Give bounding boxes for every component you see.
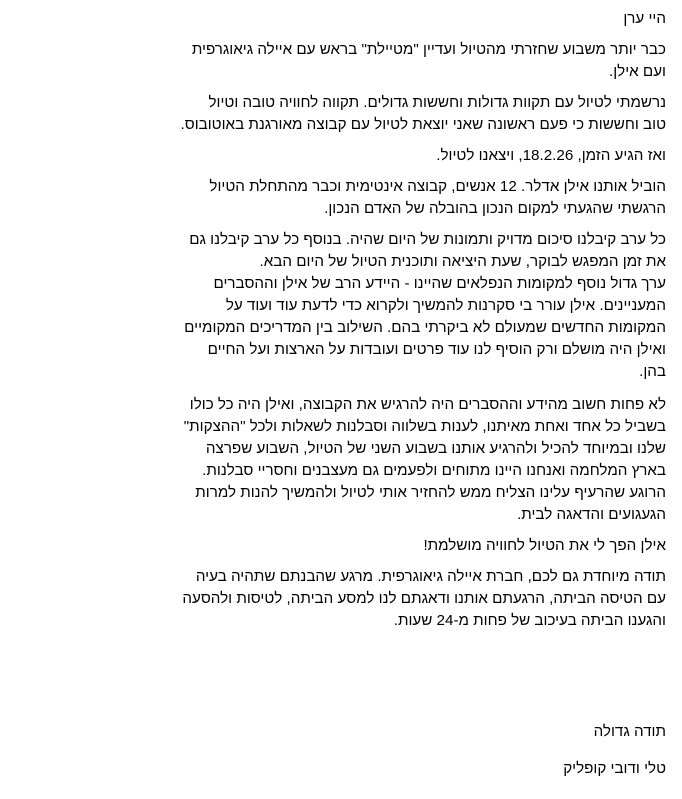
paragraph-line: תודה מיוחדת גם לכם, חברת איילה גיאוגרפית. מרגע שהבנתם שתהיה בעיה <box>195 568 666 585</box>
letter-greeting: היי ערן <box>623 10 666 27</box>
letter-paragraph <box>10 535 666 557</box>
letter-closing: תודה גדולה <box>593 723 666 740</box>
letter-paragraph <box>10 229 666 383</box>
paragraph-line: והגענו הביתה בעיכוב של פחות מ-24 שעות. <box>393 612 666 629</box>
letter-paragraph <box>10 145 666 167</box>
letter-paragraph <box>10 176 666 220</box>
paragraph-line: המקומות החדשים שמעולם לא ביקרתי בהם. השילוב בין המדריכים המקומיים <box>184 319 666 336</box>
paragraph-line: ואז הגיע הזמן, 18.2.26, ויצאנו לטיול. <box>436 147 666 164</box>
paragraph-line: הגעגועים והדאגה לבית. <box>517 506 666 523</box>
paragraph-line: טוב וחששות כי פעם ראשונה שאני יוצאת לטיול עם קבוצה מאורגנת באוטובוס. <box>180 116 666 133</box>
paragraph-line: בשביל כל אחד ואחת מאיתנו, לענות בשלווה וסבלנות לשאלות ולכל "ההצקות" <box>183 418 666 435</box>
letter-paragraph <box>10 566 666 632</box>
letter-signature: טלי ודובי קופליק <box>563 760 666 777</box>
paragraph-line: כבר יותר משבוע שחזרתי מהטיול ועדיין "מטיילת" בראש עם איילה גיאוגרפית <box>191 41 666 58</box>
paragraph-line: הרוגע שהרעיף עלינו הצליח ממש להחזיר אותי לטיול ולהמשיך להנות למרות <box>195 484 666 501</box>
paragraph-line: ואילן היה מושלם ורק הוסיף לנו עוד פרטים ועובדות על הארצות ועל החיים <box>207 341 666 358</box>
paragraph-line: המעניינים. אילן עורר בי סקרנות להמשיך ולקרוא כדי לדעת עוד ועוד על <box>225 297 666 314</box>
paragraph-line: נרשמתי לטיול עם תקוות גדולות וחששות גדולים. תקווה לחוויה טובה וטיול <box>208 94 666 111</box>
paragraph-line: את זמן המפגש לבוקר, שעת היציאה ותוכנית הטיול של היום הבא. <box>259 253 666 270</box>
paragraph-line: עם הטיסה הביתה, הרגעתם אותנו ודאגתם לנו למסע הביתה, לטיסות ולהסעה <box>182 590 666 607</box>
letter-body <box>10 8 666 641</box>
paragraph-line: בארץ המלחמה ואנחנו היינו מתוחים ולפעמים גם מעצבנים וחסריי סבלנות. <box>202 462 666 479</box>
paragraph-line: לא פחות חשוב מהידע וההסברים היה להרגיש את הקבוצה, ואילן היה כל כולו <box>189 396 666 413</box>
letter-paragraphs <box>10 39 666 632</box>
letter-signoff <box>10 721 666 780</box>
letter-paragraph <box>10 39 666 83</box>
letter-paragraph <box>10 394 666 526</box>
paragraph-line: הרגשתי שהגעתי למקום הנכון בהובלה של האדם הנכון. <box>324 200 666 217</box>
letter-paragraph <box>10 92 666 136</box>
paragraph-line: ועם אילן. <box>609 63 666 80</box>
paragraph-line: הוביל אותנו אילן אדלר. 12 אנשים, קבוצה אינטימית וכבר מהתחלת הטיול <box>209 178 666 195</box>
paragraph-line: כל ערב קיבלנו סיכום מדויק ותמונות של היום שהיה. בנוסף כל ערב קיבלנו גם <box>189 231 666 248</box>
paragraph-line: שלנו ובמיוחד להכיל ולהרגיע אותנו בשבוע השני של הטיול, השבוע שפרצה <box>205 440 666 457</box>
paragraph-line: בהן. <box>639 363 666 380</box>
paragraph-line: אילן הפך לי את הטיול לחוויה מושלמת! <box>423 537 666 554</box>
paragraph-line: ערך גדול נוסף למקומות הנפלאים שהיינו - היידע הרב של אילן וההסברים <box>213 275 666 292</box>
